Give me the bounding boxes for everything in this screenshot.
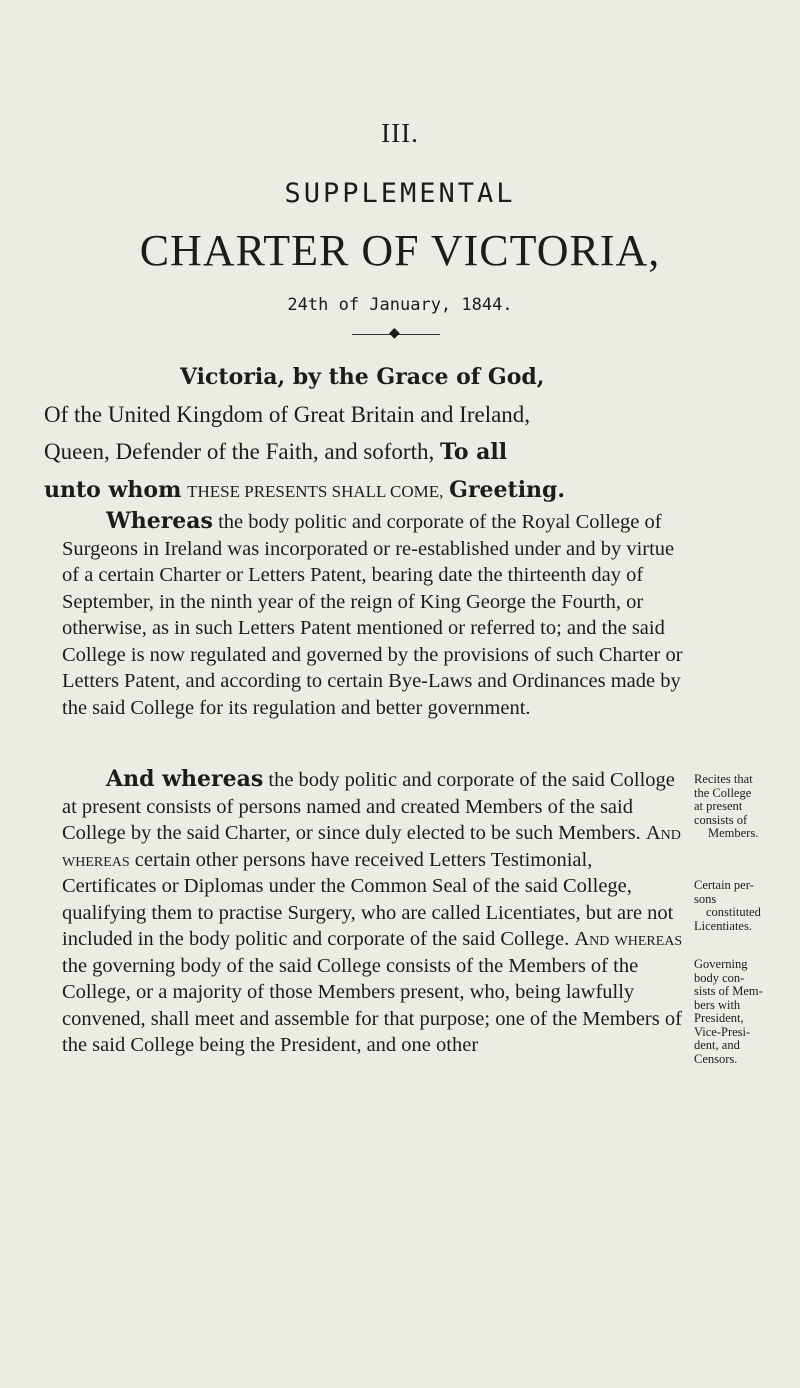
marginal-note-governing-body: Governing body con- sists of Mem- bers with President, Vice-Presi- dent, and Censors.	[694, 957, 763, 1066]
marginal-note-members: Recites that the College at present consists of Members.	[694, 772, 759, 840]
preamble-line-1: Victoria, by the Grace of God,	[180, 364, 545, 390]
preamble-line-2: Of the United Kingdom of Great Britain and Ireland,	[44, 402, 531, 427]
charter-date: 24th of January, 1844.	[287, 295, 513, 315]
section-numeral: III.	[381, 118, 419, 148]
preamble-line-4: unto whom THESE PRESENTS SHALL COME, Greeting.	[44, 477, 566, 503]
preamble-line-3: Queen, Defender of the Faith, and soforth, To all	[44, 439, 508, 465]
paragraph-and-whereas: And whereas the body politic and corporate of the said Colloge at present consists of persons named and created Members of the said College by the said Charter, or since duly elected to be such Members. And whereas certain other persons have received Letters Testimonial, Certificates or Diplomas under the Common Seal of the said College, qualifying them to practise Surgery, who are called Licentiates, but are not included in the body politic and corporate of the said College. And whereas the governing body of the said College consists of the Members of the College, or a majority of those Members present, who, being lawfully convened, shall meet and assemble for that purpose; one of the Members of the said College being the President, and one other	[62, 766, 683, 1056]
preamble	[44, 358, 720, 510]
paragraph-whereas: Whereas the body politic and corporate of the Royal College of Surgeons in Ireland was incorporated or re-established under and by virtue of a certain Charter or Letters Patent, bearing date the thirteenth day of September, in the ninth year of the reign of King George the Fourth, or otherwise, as in such Letters Patent mentioned or referred to; and the said College is now regulated and governed by the provisions of such Charter or Letters Patent, and according to certain Bye-Laws and Ordinances made by the said College for its regulation and better government.	[62, 508, 683, 719]
marginal-note-licentiates: Certain per- sons constituted Licentiates.	[694, 878, 761, 933]
supplemental-heading: SUPPLEMENTAL	[284, 178, 516, 209]
charter-title: CHARTER OF VICTORIA,	[139, 226, 661, 275]
ornament-diamond-icon: ◆	[389, 326, 400, 341]
